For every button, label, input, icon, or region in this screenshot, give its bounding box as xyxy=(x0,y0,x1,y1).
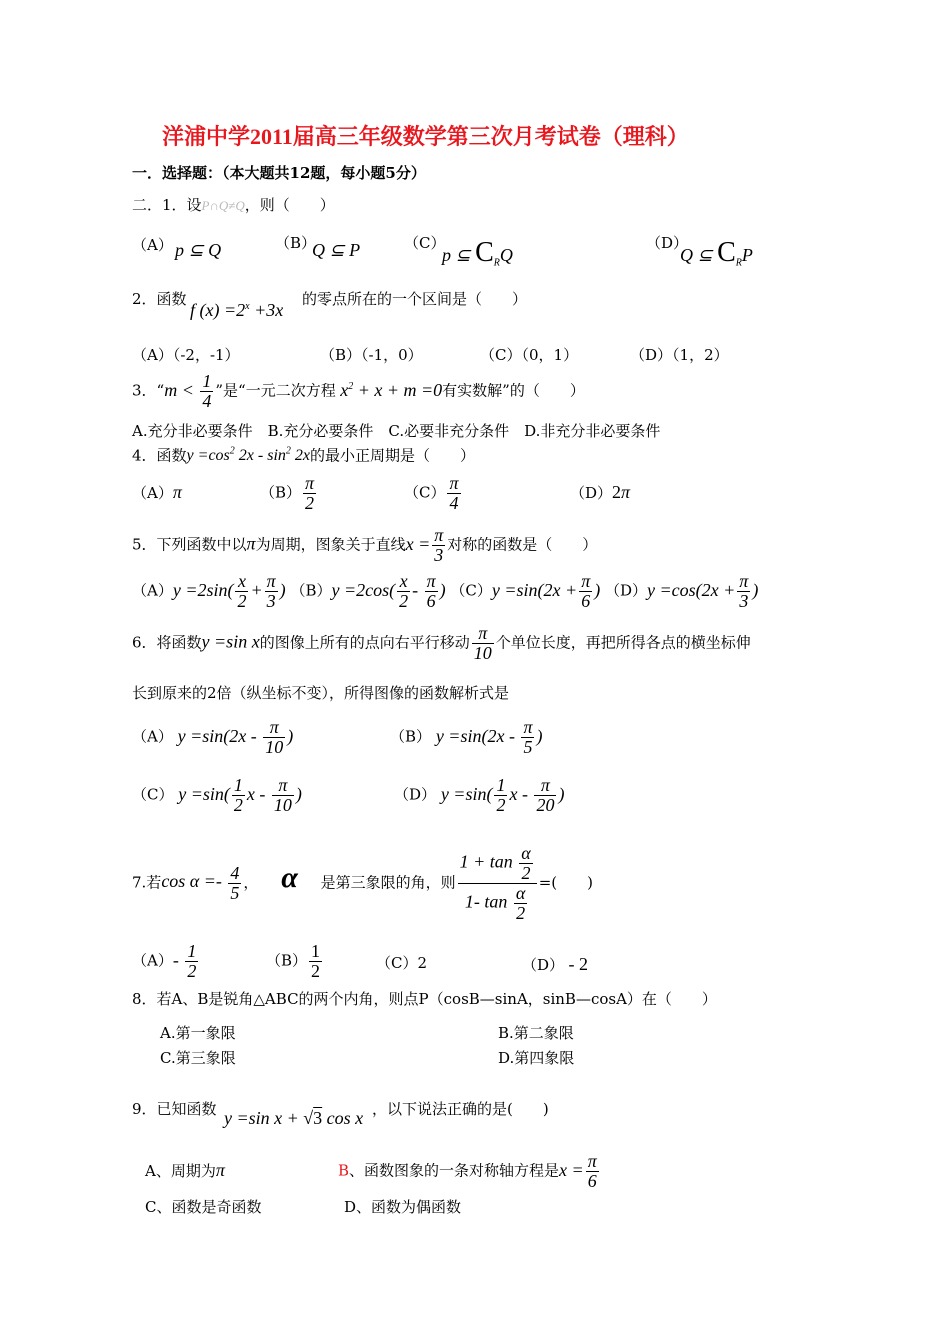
q5-b-formula: y =2cos( $\frac{x}{2}$ - $\frac{\pi}{6}$ ) xyxy=(331,571,446,611)
q6-d-formula: y =sin( $\frac{1}{2}$ x - $\frac{\pi}{20}$ ) xyxy=(440,775,565,815)
q1-a-formula: p ⊆ Q xyxy=(175,240,222,260)
q2-tail: 的零点所在的一个区间是（ ） xyxy=(302,290,528,308)
q5-stem: 5．下列函数中以 xyxy=(132,535,247,554)
q8-option-a: A.第一象限 xyxy=(160,1024,236,1042)
q1-option-c xyxy=(404,234,445,252)
q1-option-b xyxy=(275,234,316,252)
q7-option-c: （C）2 xyxy=(376,954,428,972)
q3-options: A.充分非必要条件 B.充分必要条件 C.必要非充分条件 D.非充分非必要条件 xyxy=(132,422,661,440)
q7-tail: =( ) xyxy=(538,873,593,892)
q5-options xyxy=(132,572,758,611)
q1-a-label: （A） xyxy=(132,236,173,254)
q7-d-value: - 2 xyxy=(564,954,589,974)
q1-d-formula: Q ⊆ $C_RP$ xyxy=(680,237,753,269)
q6-mid: 的图像上所有的点向右平行移动 xyxy=(259,633,470,652)
q7-option-d xyxy=(522,954,588,976)
q6-c-formula: y =sin( $\frac{1}{2}$ x - $\frac{\pi}{10}$ ) xyxy=(178,775,302,815)
q7-mid: 是第三象限的角，则 xyxy=(320,873,456,892)
q1-stem: 二．1．设 xyxy=(132,196,202,214)
page-title: 洋浦中学2011届高三年级数学第三次月考试卷（理科） xyxy=(162,124,689,149)
q3-mid: ”是“一元二次方程 xyxy=(215,381,336,400)
q4-c-label: （C） xyxy=(404,483,446,502)
q4-a-value: π xyxy=(172,482,182,502)
q1-d-label: （D） xyxy=(646,234,689,252)
q7-fraction: 1 + tan $\frac{\alpha}{2}$ 1- tan $\frac{\alpha}{2}$ xyxy=(458,844,537,923)
q5-a-formula: y =2sin( $\frac{x}{2}$ + $\frac{\pi}{3}$ ) xyxy=(172,571,286,611)
q6-option-d xyxy=(394,776,564,815)
q1-option-a xyxy=(132,236,173,254)
q7-option-a xyxy=(132,942,200,981)
q6-shift: $\frac{\pi}{10}$ xyxy=(473,623,492,663)
q5-d-label: （D） xyxy=(605,581,648,600)
q6-func: y =sin x xyxy=(201,631,260,652)
q9-b-letter: B xyxy=(338,1161,350,1180)
q4-option-d xyxy=(570,482,630,504)
q8-option-c: C.第三象限 xyxy=(160,1049,236,1067)
q4-option-b xyxy=(260,474,318,513)
q3-tail: 有实数解”的（ ） xyxy=(442,381,585,400)
q1-c-formula: p ⊆ $C_RQ$ xyxy=(442,237,513,269)
q5-c-label: （C） xyxy=(450,581,492,600)
question-5 xyxy=(132,526,597,565)
q4-formula: $y =\cos^2$ $2x - \sin^2 2x$ xyxy=(186,446,310,465)
question-3 xyxy=(132,372,585,411)
q4-tail: 的最小正周期是（ ） xyxy=(310,446,476,465)
q2-option-c: （C）（0，1） xyxy=(480,346,579,364)
q5-mid: 为周期，图象关于直线 xyxy=(255,535,406,554)
q4-option-c xyxy=(404,474,463,513)
q9-tail: ，以下说法正确的是( ) xyxy=(372,1100,549,1118)
q4-c-value: $\frac{\pi}{4}$ xyxy=(449,473,459,513)
question-4 xyxy=(132,446,475,466)
q2-option-d: （D）（1，2） xyxy=(630,346,729,364)
q7-option-b xyxy=(266,942,324,981)
q9-option-d: D、函数为偶函数 xyxy=(344,1198,462,1216)
question-1 xyxy=(132,196,335,214)
q5-d-formula: y =cos(2x + $\frac{\pi}{3}$ ) xyxy=(647,571,759,611)
q6-line2: 长到原来的2倍（纵坐标不变），所得图像的函数解析式是 xyxy=(132,684,510,702)
q1-b-formula: Q ⊆ P xyxy=(312,240,361,260)
q7-alpha: α xyxy=(281,861,298,895)
q5-a-label: （A） xyxy=(132,581,173,600)
q7-b-value: $\frac{1}{2}$ xyxy=(311,941,321,981)
q7-d-label: （D） xyxy=(522,956,565,974)
q9-a-text: A、周期为 xyxy=(145,1162,216,1180)
q4-a-label: （A） xyxy=(132,484,173,502)
q8-option-d: D.第四象限 xyxy=(498,1049,575,1067)
q6-b-formula: y =sin(2x - $\frac{\pi}{5}$ ) xyxy=(435,717,543,757)
question-7: 7.若cos α =- $\frac{4}{5}$ ， α 是第三象限的角，则 1 + tan $\frac{\alpha}{2}$ 1- tan $\frac{\alpha}{2}$ =( ) xyxy=(132,843,593,923)
q5-tail: 对称的函数是（ ） xyxy=(447,535,598,554)
section-heading: 一．选择题：（本大题共12题，每小题5分） xyxy=(132,164,426,182)
q6-c-label: （C） xyxy=(132,785,174,804)
q9-formula: y =sin x + √3 cos x xyxy=(224,1108,364,1128)
q2-formula: f $(x) =2^x +3x$ xyxy=(190,300,284,320)
q2-option-b: （B）（-1，0） xyxy=(320,346,423,364)
q7-a-label: （A） xyxy=(132,951,173,970)
question-9 xyxy=(132,1100,217,1118)
q9-b-value: x = $\frac{\pi}{6}$ xyxy=(559,1151,597,1191)
q6-option-c xyxy=(132,776,302,815)
q9-option-c: C、函数是奇函数 xyxy=(145,1198,262,1216)
q1-b-label: （B） xyxy=(275,234,317,252)
q7-cos: cos α =- $\frac{4}{5}$ xyxy=(161,862,240,903)
q6-stem: 6．将函数 xyxy=(132,633,202,652)
q6-a-label: （A） xyxy=(132,727,173,746)
question-8: 8．若A、B是锐角△ABC的两个内角，则点P（cosB—sinA，sinB—cosA）在（ ） xyxy=(132,990,717,1008)
q1-stem-tail: ，则（ ） xyxy=(244,196,335,214)
q7-stem: 7.若 xyxy=(132,873,162,892)
q5-axis: x = $\frac{\pi}{3}$ xyxy=(405,525,444,565)
q1-faint-formula: P∩Q≠Q xyxy=(201,198,245,213)
q9-b-text: 、函数图象的一条对称轴方程是 xyxy=(349,1161,560,1180)
q7-b-label: （B） xyxy=(266,951,308,970)
q3-open: 3．“ xyxy=(132,381,165,400)
q6-tail: 个单位长度，再把所得各点的横坐标伸 xyxy=(495,633,751,652)
q4-d-value: 2π xyxy=(612,482,631,502)
q6-a-formula: y =sin(2x - $\frac{\pi}{10}$ ) xyxy=(177,717,294,757)
q5-period: π xyxy=(246,533,256,554)
q5-c-formula: y =sin(2x + $\frac{\pi}{6}$ ) xyxy=(491,571,601,611)
q9-option-a xyxy=(145,1160,225,1182)
q2-option-a: （A）（-2，-1） xyxy=(132,346,240,364)
question-6 xyxy=(132,624,751,663)
q4-option-a xyxy=(132,482,182,504)
q8-option-b: B.第二象限 xyxy=(498,1024,574,1042)
q9-option-b xyxy=(338,1152,601,1191)
q4-d-label: （D） xyxy=(570,484,613,502)
q6-d-label: （D） xyxy=(394,785,437,804)
q4-stem: 4．函数 xyxy=(132,446,187,465)
q5-b-label: （B） xyxy=(290,581,332,600)
question-2 xyxy=(132,290,187,308)
q6-option-b xyxy=(390,718,542,757)
q7-a-value: - $\frac{1}{2}$ xyxy=(172,941,197,981)
q4-b-label: （B） xyxy=(260,483,302,502)
q3-equation: $x^2 + x + m =0$ xyxy=(335,379,443,400)
q1-c-label: （C） xyxy=(404,234,446,252)
q6-b-label: （B） xyxy=(390,727,432,746)
q9-stem: 9．已知函数 xyxy=(132,1100,217,1118)
q6-option-a xyxy=(132,718,293,757)
q4-b-value: $\frac{\pi}{2}$ xyxy=(305,473,315,513)
q9-a-value: π xyxy=(215,1160,225,1180)
q2-stem: 2．函数 xyxy=(132,290,187,308)
q3-condition: m < $\frac{1}{4}$ xyxy=(164,371,212,411)
